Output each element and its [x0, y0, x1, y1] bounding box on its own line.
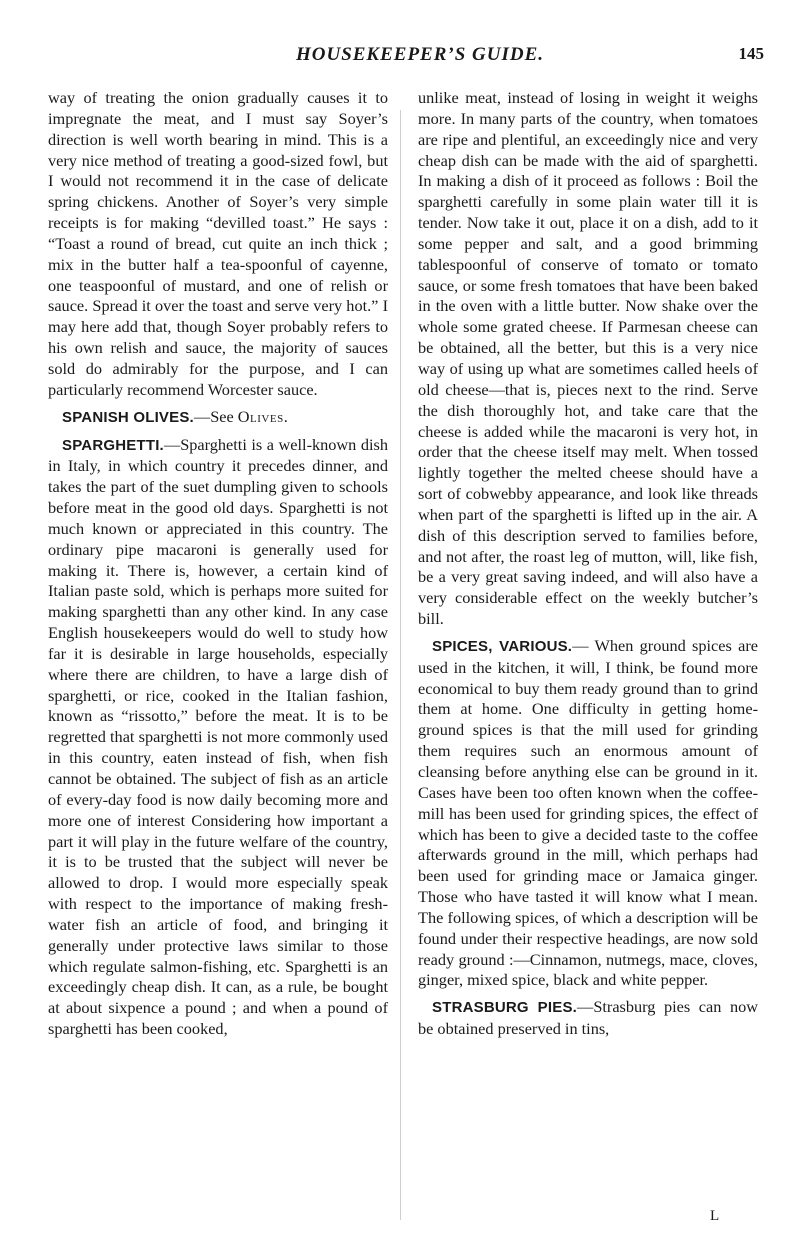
page-number: 145: [738, 44, 764, 63]
entry-heading-sparghetti: SPARGHETTI.: [62, 436, 164, 454]
entry-strasburg-pies: [418, 997, 758, 1040]
entry-spices: [418, 636, 758, 991]
entry-text-spanish-olives: —See: [193, 406, 238, 426]
running-head: [0, 44, 800, 74]
left-column: [48, 88, 388, 1040]
entry-text-spices: — When ground spices are used in the kitchen, it will, I think, be found more economical to buy them ready ground than to grind them at home. One difficulty in getting home-ground spices is that the mill used for grinding them requires such an enormous amount of cleansing before anything else can be ground in it. Cases have been too often known when the coffee-mill has been used for grinding spices, the effect of which has been to give a decided taste to the coffee afterwards ground in the mill, which perhaps had been used for grinding mace or Jamaica ginger. Those who have tasted it will know what I mean. The following spices, of which a description will be found under their respective headings, are now sold ready ground :—Cinnamon, nutmegs, mace, cloves, ginger, mixed spice, black and white pepper.: [418, 635, 759, 990]
entry-text-strasburg-pies: —Strasburg pies can now be obtained preserved in tins,: [418, 997, 758, 1039]
sparghetti-continuation-paragraph: unlike meat, instead of losing in weight it weighs more. In many parts of the country, when tomatoes are ripe and plentiful, an exceedingly nice and very cheap dish can be made with the aid of sparghetti. In making a dish of it proceed as follows : Boil the sparghetti carefully in some plain water till it is tender. Now take it out, place it on a dish, add to it some pepper and salt, and a good brimming tablespoonful of conserve of tomato or tomato sauce, or some fresh tomatoes that have been baked in the oven with a little butter. Now shake over the whole some grated cheese. If Parmesan cheese can be obtained, all the better, but this is a very nice way of using up what are sometimes called heels of old cheese—that is, pieces next to the rind. Serve the dish thoroughly hot, and take care that the cheese is added while the macaroni is very hot, in order that the cheese itself may melt. When tossed lightly together the melted cheese should have a sort of cobwebby appearance, and look like threads when part of the sparghetti is lifted up in the air. A dish of this description served to families before, and not after, the roast leg of mutton, will, like fish, be a very great saving indeed, and will also have a very considerable effect on the weekly butcher’s bill.: [418, 88, 758, 629]
entry-heading-spices: SPICES, VARIOUS.: [432, 637, 573, 655]
entry-heading-spanish-olives: SPANISH OLIVES.: [62, 408, 194, 426]
running-title: HOUSEKEEPER’S GUIDE.: [295, 44, 545, 65]
entry-text-sparghetti: —Sparghetti is a well-known dish in Italy, in which country it precedes dinner, and takes the part of the suet dumpling given to schools before meat in the good old days. Sparghetti is not much known or appreciated in this country. The ordinary pipe macaroni is generally used for making it. There is, however, a certain kind of Italian paste sold, which is perhaps more suited for making sparghetti than any other kind. In any case English housekeepers would do well to study how far it is desirable in large households, especially where there are children, to have a large dish of sparghetti, or rice, cooked in the Italian fashion, known as “rissotto,” before the meat. It is to be regretted that sparghetti is not more commonly used in this country, eaten instead of fish, when fish cannot be obtained. The subject of fish as an article of every-day food is now daily becoming more and more one of interest Considering how important a part it will play in the future welfare of the country, it is to be trusted that the subject will never be allowed to drop. I would more especially speak with respect to the importance of making fresh-water fish an article of food, and bringing it generally under protective laws similar to those which regulate salmon-fishing, etc. Sparghetti is an exceedingly cheap dish. It can, as a rule, be bought at about sixpence a pound ; and when a pound of sparghetti has been cooked,: [48, 434, 388, 1039]
printer-signature-mark: L: [710, 1208, 720, 1224]
entry-sparghetti: [48, 435, 388, 1040]
right-column: [418, 88, 758, 1040]
column-divider: [400, 110, 401, 1220]
soyer-continuation-paragraph: way of treating the onion gradually causes it to impregnate the meat, and I must say Soyer’s direction is well worth bearing in mind. This is a very nice method of treating a good-sized fowl, but I would not recommend it in the case of delicate spring chickens. Another of Soyer’s very simple receipts is for making “devilled toast.” He says : “Toast a round of bread, cut quite an inch thick ; mix in the butter half a tea-spoonful of cayenne, one teaspoonful of mustard, and one of relish or sauce. Spread it over the toast and serve very hot.” I may here add that, though Soyer probably refers to his own relish and sauce, the majority of sauces sold do admirably for the purpose, and I can particularly recommend Worcester sauce.: [48, 88, 388, 399]
entry-heading-strasburg-pies: STRASBURG PIES.: [432, 999, 578, 1017]
entry-spanish-olives: [48, 407, 388, 429]
cross-reference-olives: Olives.: [237, 406, 289, 426]
